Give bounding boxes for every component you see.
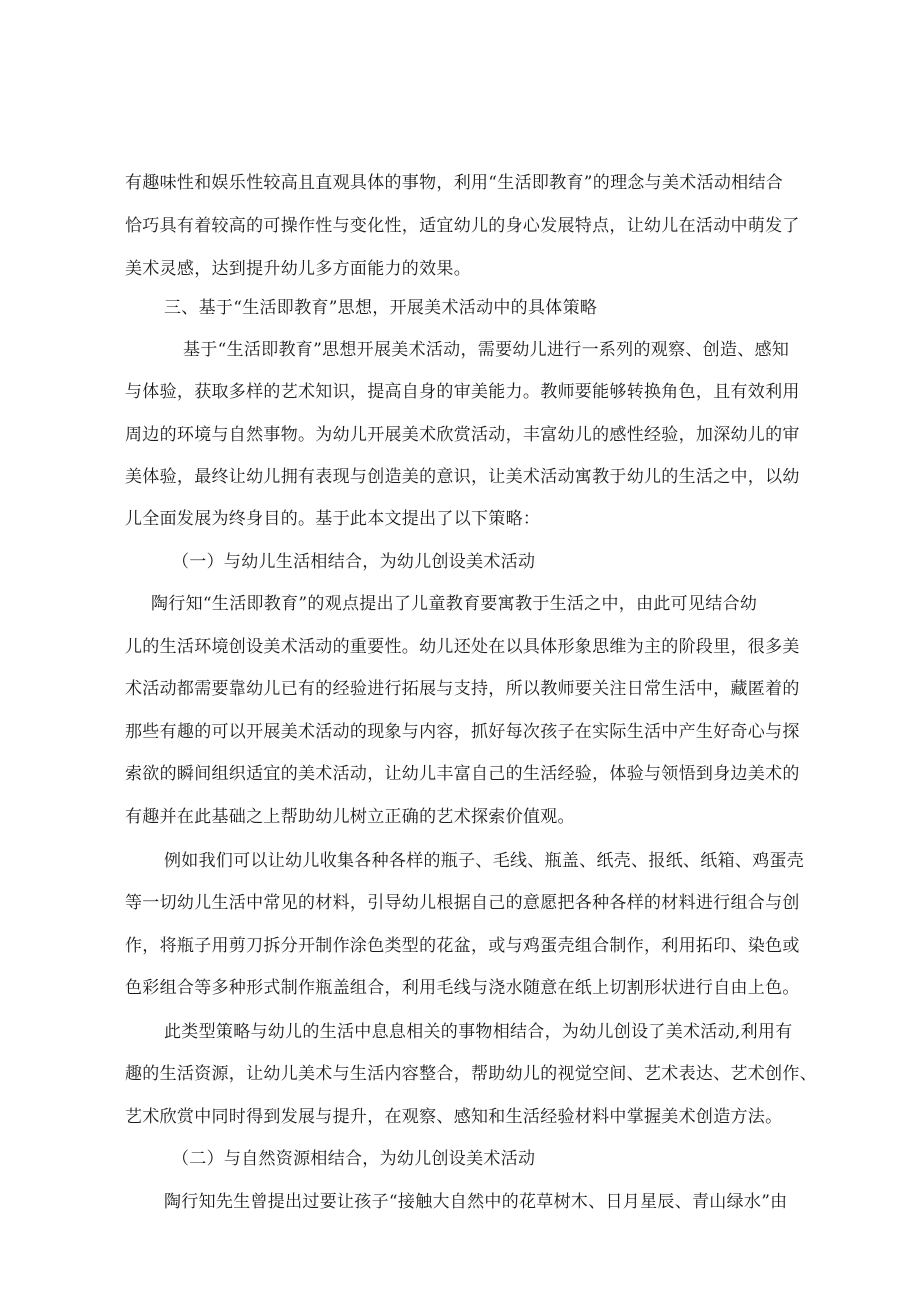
paragraph-line: 此类型策略与幼儿的生活中息息相关的事物相结合，为幼儿创设了美术活动,利用有 xyxy=(164,1022,793,1042)
subsection-heading: （一）与幼儿生活相结合，为幼儿创设美术活动 xyxy=(172,552,536,572)
paragraph-line: 等一切幼儿生活中常见的材料，引导幼儿根据自己的意愿把各种各样的材料进行组合与创 xyxy=(125,893,800,913)
paragraph-line: 儿全面发展为终身目的。基于此本文提出了以下策略： xyxy=(125,509,541,529)
paragraph-line: 陶行知先生曾提出过要让孩子“接触大自然中的花草树木、日月星辰、青山绿水”由 xyxy=(164,1192,788,1212)
paragraph-line: 基于“生活即教育”思想开展美术活动，需要幼儿进行一系列的观察、创造、感知 xyxy=(183,340,790,360)
paragraph-line: 作，将瓶子用剪刀拆分开制作涂色类型的花盆，或与鸡蛋壳组合制作，利用拓印、染色或 xyxy=(125,936,800,956)
paragraph-line: 有趣并在此基础之上帮助幼儿树立正确的艺术探索价值观。 xyxy=(125,807,575,827)
paragraph-line: 有趣味性和娱乐性较高且直观具体的事物，利用“生活即教育”的理念与美术活动相结合 xyxy=(125,173,784,193)
paragraph-line: 陶行知“生活即教育”的观点提出了儿童教育要寓教于生活之中，由此可见结合幼 xyxy=(151,594,758,614)
paragraph-line: 儿的生活环境创设美术活动的重要性。幼儿还处在以具体形象思维为主的阶段里，很多美 xyxy=(125,637,800,657)
paragraph-line: 美体验，最终让幼儿拥有表现与创造美的意识，让美术活动寓教于幼儿的生活之中，以幼 xyxy=(125,467,800,487)
paragraph-line: 美术灵感，达到提升幼儿多方面能力的效果。 xyxy=(125,259,471,279)
paragraph-line: 与体验，获取多样的艺术知识，提高自身的审美能力。教师要能够转换角色，且有效利用 xyxy=(125,382,800,402)
section-heading: 三、基于“生活即教育”思想，开展美术活动中的具体策略 xyxy=(164,298,598,318)
paragraph-line: 术活动都需要靠幼儿已有的经验进行拓展与支持，所以教师要关注日常生活中，藏匿着的 xyxy=(125,679,800,699)
paragraph-line: 趣的生活资源，让幼儿美术与生活内容整合，帮助幼儿的视觉空间、艺术表达、艺术创作、 xyxy=(125,1064,817,1084)
paragraph-line: 周边的环境与自然事物。为幼儿开展美术欣赏活动，丰富幼儿的感性经验，加深幼儿的审 xyxy=(125,425,800,445)
paragraph-line: 艺术欣赏中同时得到发展与提升，在观察、感知和生活经验材料中掌握美术创造方法。 xyxy=(125,1107,783,1127)
paragraph-line: 例如我们可以让幼儿收集各种各样的瓶子、毛线、瓶盖、纸壳、报纸、纸箱、鸡蛋壳 xyxy=(164,851,805,871)
paragraph-line: 恰巧具有着较高的可操作性与变化性，适宜幼儿的身心发展特点，让幼儿在活动中萌发了 xyxy=(125,216,800,236)
subsection-heading: （二）与自然资源相结合，为幼儿创设美术活动 xyxy=(172,1149,536,1169)
paragraph-line: 索欲的瞬间组织适宜的美术活动，让幼儿丰富自己的生活经验，体验与领悟到身边美术的 xyxy=(125,764,800,784)
paragraph-line: 那些有趣的可以开展美术活动的现象与内容，抓好每次孩子在实际生活中产生好奇心与探 xyxy=(125,722,800,742)
paragraph-line: 色彩组合等多种形式制作瓶盖组合，利用毛线与浇水随意在纸上切割形状进行自由上色。 xyxy=(125,978,800,998)
